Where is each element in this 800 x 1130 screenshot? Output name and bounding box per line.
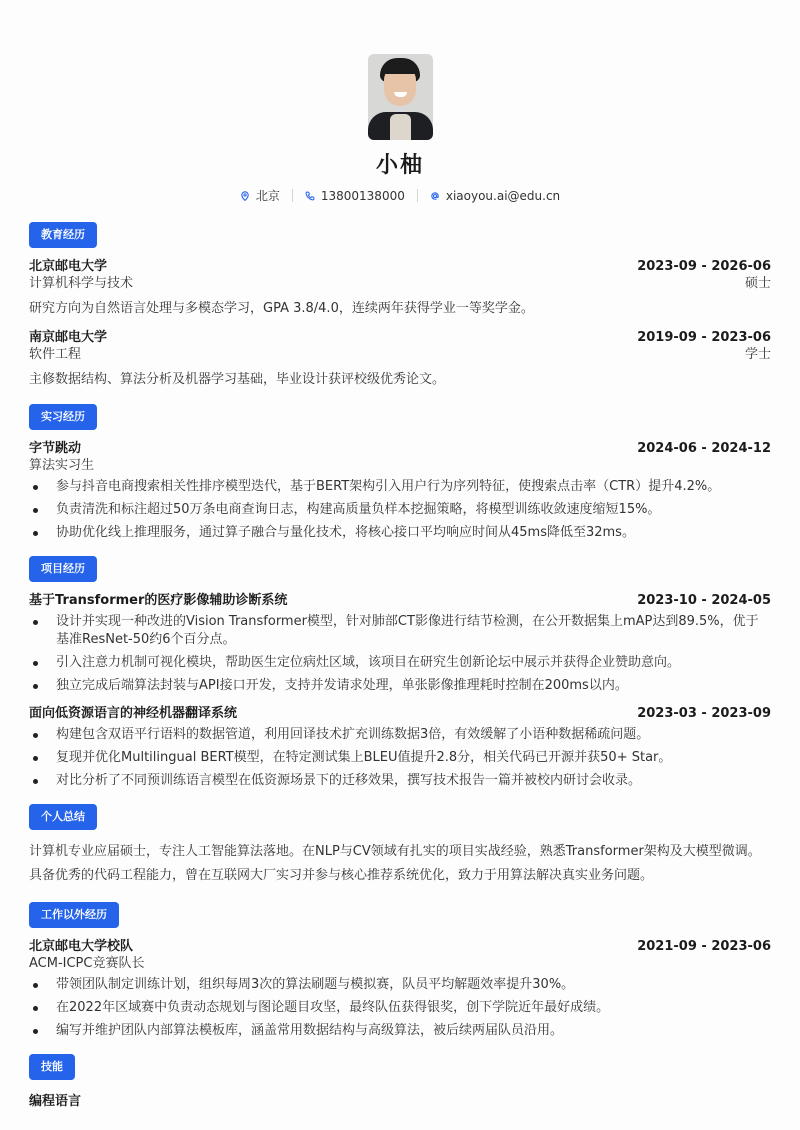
degree: 学士 xyxy=(744,347,771,362)
project-name: 基于Transformer的医疗影像辅助诊断系统 xyxy=(29,593,288,608)
date-range: 2023-10 - 2024-05 xyxy=(637,593,771,608)
contact-email xyxy=(430,189,560,203)
divider xyxy=(417,189,418,202)
education-description: 主修数据结构、算法分析及机器学习基础，毕业设计获评校级优秀论文。 xyxy=(29,372,446,387)
section-heading-internship: 实习经历 xyxy=(29,404,97,430)
email-at-icon xyxy=(430,191,440,201)
project-entry xyxy=(29,705,771,790)
location-pin-icon xyxy=(240,191,250,201)
date-range: 2019-09 - 2023-06 xyxy=(637,330,771,345)
organization-name: 北京邮电大学校队 xyxy=(29,939,134,954)
bullet-item: 协助优化线上推理服务，通过算子融合与量化技术，将核心接口平均响应时间从45ms降低至32ms。 xyxy=(29,524,771,542)
divider xyxy=(292,189,293,202)
section-heading-projects: 项目经历 xyxy=(29,556,97,582)
contact-phone-text: 13800138000 xyxy=(320,188,405,203)
education-section xyxy=(29,222,771,390)
bullet-list xyxy=(29,478,771,542)
skills-section xyxy=(29,1054,771,1109)
bullet-item: 构建包含双语平行语料的数据管道，利用回译技术扩充训练数据3倍，有效缓解了小语种数据稀疏问题。 xyxy=(29,726,771,744)
project-name: 面向低资源语言的神经机器翻译系统 xyxy=(29,706,238,721)
date-range: 2024-06 - 2024-12 xyxy=(637,441,771,456)
major: 计算机科学与技术 xyxy=(29,276,134,291)
internship-entry xyxy=(29,440,771,542)
skill-category-title: 编程语言 xyxy=(29,1094,82,1109)
bullet-item: 复现并优化Multilingual BERT模型，在特定测试集上BLEU值提升2.8分，相关代码已开源并获50+ Star。 xyxy=(29,749,771,767)
resume-header xyxy=(29,0,771,204)
company-name: 字节跳动 xyxy=(29,441,82,456)
education-entry xyxy=(29,258,771,319)
bullet-item: 在2022年区域赛中负责动态规划与图论题目攻坚，最终队伍获得银奖，创下学院近年最好成绩。 xyxy=(29,999,771,1017)
candidate-name: 小柚 xyxy=(375,153,424,178)
contact-location xyxy=(240,187,280,204)
date-range: 2021-09 - 2023-06 xyxy=(637,939,771,954)
role: ACM-ICPC竞赛队长 xyxy=(29,956,145,971)
school-name: 南京邮电大学 xyxy=(29,330,108,345)
contact-phone xyxy=(305,189,405,203)
education-description: 研究方向为自然语言处理与多模态学习，GPA 3.8/4.0，连续两年获得学业一等奖学金。 xyxy=(29,301,534,316)
date-range: 2023-09 - 2026-06 xyxy=(637,259,771,274)
date-range: 2023-03 - 2023-09 xyxy=(637,706,771,721)
section-heading-education: 教育经历 xyxy=(29,222,97,248)
bullet-item: 带领团队制定训练计划，组织每周3次的算法刷题与模拟赛，队员平均解题效率提升30%。 xyxy=(29,976,771,994)
bullet-item: 引入注意力机制可视化模块，帮助医生定位病灶区域，该项目在研究生创新论坛中展示并获得企业赞助意向。 xyxy=(29,654,771,672)
education-entry xyxy=(29,329,771,390)
internship-section xyxy=(29,404,771,542)
project-entry xyxy=(29,592,771,695)
bullet-item: 设计并实现一种改进的Vision Transformer模型，针对肺部CT影像进行结节检测，在公开数据集上mAP达到89.5%，优于基准ResNet-50约6个百分点。 xyxy=(29,613,771,649)
job-role: 算法实习生 xyxy=(29,458,95,473)
phone-icon xyxy=(305,191,315,201)
profile-photo xyxy=(368,54,433,140)
bullet-list xyxy=(29,613,771,695)
contact-bar xyxy=(29,187,771,204)
extracurricular-entry xyxy=(29,938,771,1040)
section-heading-summary: 个人总结 xyxy=(29,804,97,830)
school-name: 北京邮电大学 xyxy=(29,259,108,274)
bullet-item: 负责清洗和标注超过50万条电商查询日志，构建高质量负样本挖掘策略，将模型训练收敛速度缩短15%。 xyxy=(29,501,771,519)
major: 软件工程 xyxy=(29,347,82,362)
summary-section xyxy=(29,804,771,888)
bullet-item: 编写并维护团队内部算法模板库，涵盖常用数据结构与高级算法，被后续两届队员沿用。 xyxy=(29,1022,771,1040)
degree: 硕士 xyxy=(744,276,771,291)
extracurricular-section xyxy=(29,902,771,1040)
contact-email-text: xiaoyou.ai@edu.cn xyxy=(445,188,561,203)
contact-location-text: 北京 xyxy=(255,189,280,203)
bullet-item: 参与抖音电商搜索相关性排序模型迭代，基于BERT架构引入用户行为序列特征，使搜索点击率（CTR）提升4.2%。 xyxy=(29,478,771,496)
section-heading-extracurricular: 工作以外经历 xyxy=(29,902,119,928)
summary-text: 计算机专业应届硕士，专注人工智能算法落地。在NLP与CV领域有扎实的项目实战经验，熟悉Transformer架构及大模型微调。具备优秀的代码工程能力，曾在互联网大厂实习并参与核心推荐系统优化，致力于用算法解决真实业务问题。 xyxy=(29,844,761,883)
bullet-item: 独立完成后端算法封装与API接口开发，支持并发请求处理，单张影像推理耗时控制在200ms以内。 xyxy=(29,677,771,695)
bullet-list xyxy=(29,976,771,1040)
section-heading-skills: 技能 xyxy=(29,1054,75,1080)
bullet-list xyxy=(29,726,771,790)
projects-section xyxy=(29,556,771,790)
bullet-item: 对比分析了不同预训练语言模型在低资源场景下的迁移效果，撰写技术报告一篇并被校内研讨会收录。 xyxy=(29,772,771,790)
